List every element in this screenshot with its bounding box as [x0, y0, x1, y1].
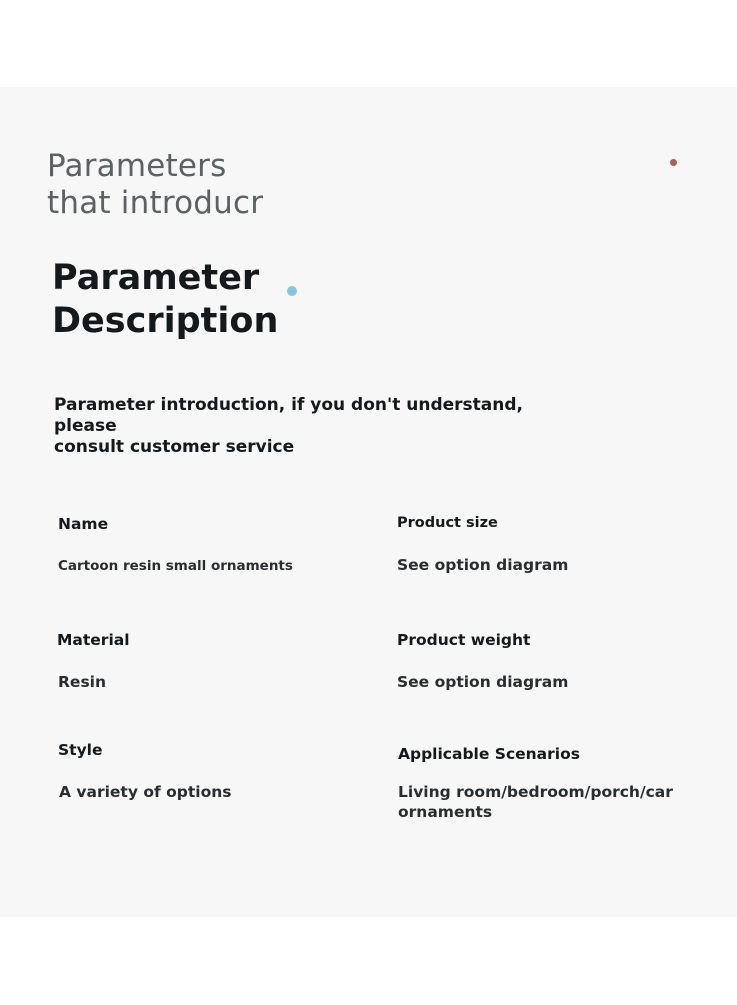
decorative-dot-red — [670, 159, 677, 166]
intro-line-1: Parameter introduction, if you don't understand, please — [54, 395, 523, 436]
scenarios-value-line-1: Living room/bedroom/porch/car — [398, 783, 673, 801]
product-weight-value: See option diagram — [397, 673, 569, 691]
decorative-dot-blue — [287, 286, 297, 296]
product-size-value: See option diagram — [397, 556, 569, 574]
title-line-1: Parameter — [52, 258, 260, 298]
subtitle-line-2: that introducr — [47, 185, 264, 221]
product-size-label: Product size — [397, 515, 498, 531]
page-title — [52, 257, 278, 343]
product-weight-label: Product weight — [397, 631, 531, 649]
style-value: A variety of options — [59, 783, 232, 801]
name-value: Cartoon resin small ornaments — [58, 558, 293, 574]
intro-text — [54, 395, 574, 458]
page-subtitle — [47, 148, 263, 222]
name-label: Name — [58, 515, 109, 533]
scenarios-value-line-2: ornaments — [398, 803, 493, 821]
style-label: Style — [58, 741, 103, 759]
intro-line-2: consult customer service — [54, 437, 295, 457]
applicable-scenarios-label: Applicable Scenarios — [398, 745, 580, 763]
subtitle-line-1: Parameters — [47, 148, 227, 184]
material-value: Resin — [58, 673, 107, 691]
material-label: Material — [57, 631, 130, 649]
applicable-scenarios-value — [398, 782, 673, 822]
title-line-2: Description — [52, 301, 279, 341]
